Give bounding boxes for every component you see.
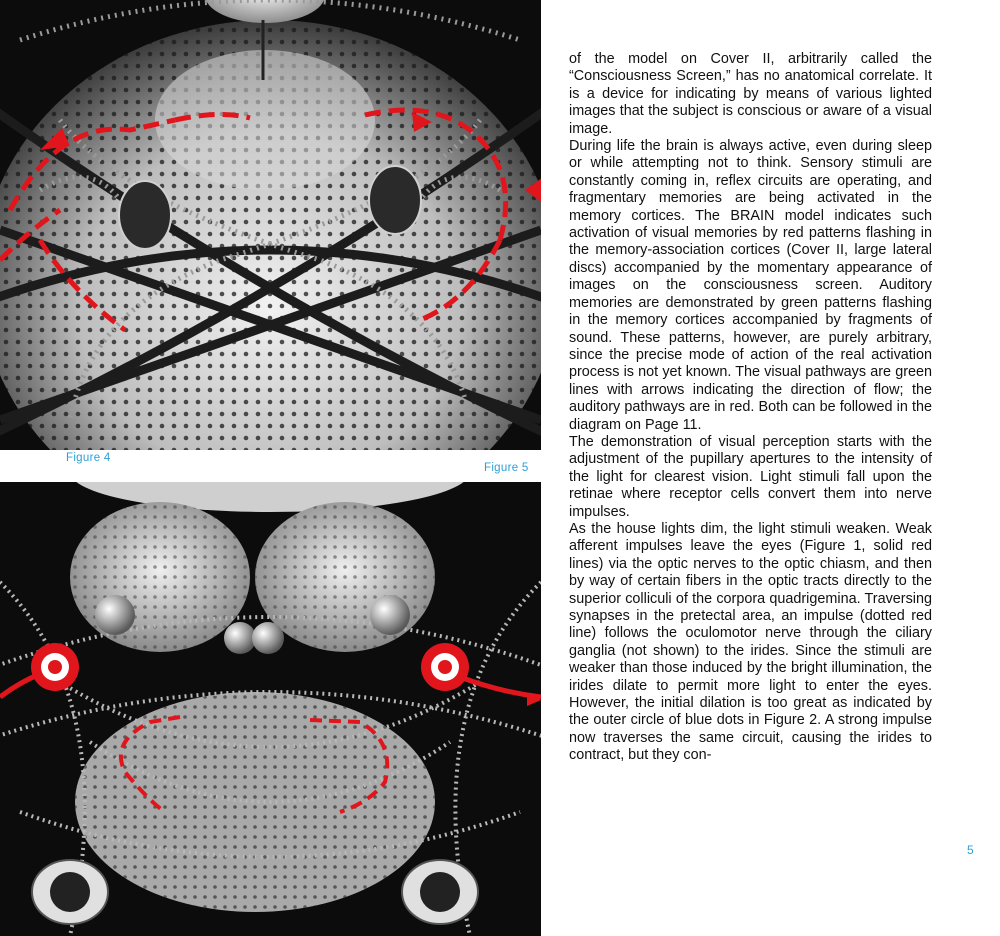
paragraph-1: of the model on Cover II, arbitrarily called the “Consciousness Screen,” has no anatomical correlate. It is a device for indicating by means of various lighted images that the subject is conscious or aware of a visual image. bbox=[569, 51, 932, 137]
paragraph-3: The demonstration of visual perception starts with the adjustment of the pupillary apertures to the intensity of the light for clearest vision. Light stimuli fall upon the retinae where receptor cells convert them into nerve impulses. bbox=[569, 433, 932, 520]
figure-5-photo bbox=[0, 482, 541, 936]
paragraph-2: During life the brain is always active, even during sleep or while attempting not to think. Sensory stimuli are constantly coming in, reflex circuits are operating, and fragmentary memories are being activated in the memory cortices. The BRAIN model indicates such activation of visual memories by red patterns flashing in the memory-association cortices (Cover II, large lateral discs) accompanied by the momentary appearance of images on the consciousness screen. Auditory memories are demonstrated by green patterns flashing in the memory cortices accompanied by fragments of sound. These patterns, however, are purely arbitrary, since the precise mode of action of the real activation process is not yet known. The visual pathways are green lines with arrows indicating the direction of flow; the auditory pathways are in red. Both can be followed in the diagram on Page 11. bbox=[569, 138, 932, 433]
figure-4-caption: Figure 4 bbox=[66, 452, 111, 464]
page-number: 5 bbox=[967, 843, 974, 857]
brain-model-illustration-bottom bbox=[0, 482, 541, 936]
paragraph-4: As the house lights dim, the light stimuli weaken. Weak afferent impulses leave the eyes (Figure 1, solid red lines) via the optic nerves to the optic chiasm, and then by way of certain fibers in the optic tracts directly to the superior colliculi of the corpora quadrigemina. Traversing synapses in the pretectal area, an impulse (dotted red line) follows the oculomotor nerve through the ciliary ganglia (not shown) to the irides. Since the stimuli are weaker than those induced by the bright illumination, the irides dilate to permit more light to enter the eyes. However, the initial dilation is too great as indicated by the outer circle of blue dots in Figure 2. A strong impulse now traverses the same circuit, causing the irides to contract, but they con- bbox=[569, 520, 932, 764]
figure-5-caption: Figure 5 bbox=[484, 462, 529, 474]
figure-4-photo bbox=[0, 0, 541, 450]
brain-model-illustration-top bbox=[0, 0, 541, 450]
body-text-column bbox=[569, 51, 932, 765]
